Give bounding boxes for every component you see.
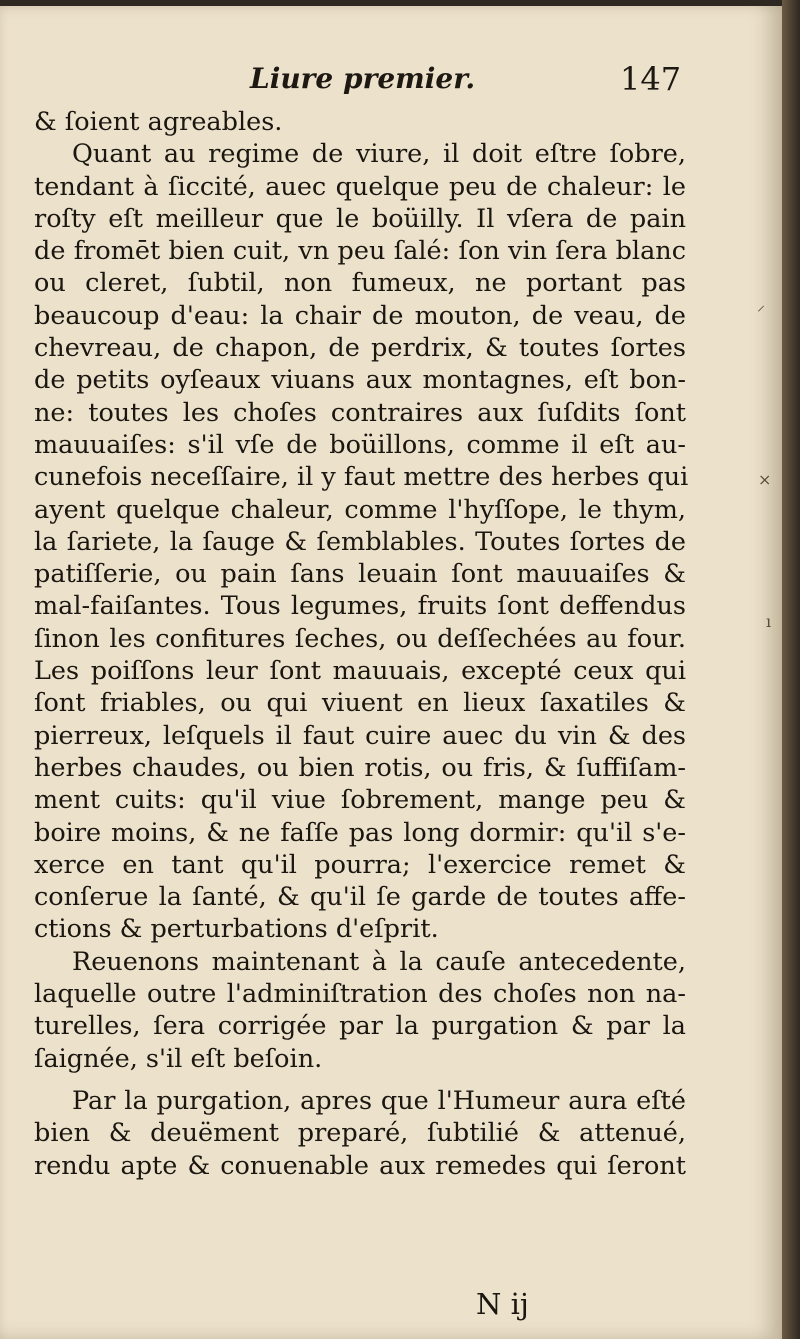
text-line: de petits oyſeaux viuans aux montagnes, eſt bon- [34,365,686,396]
running-title: Liure premier. [250,62,476,95]
paragraph-gap [34,1075,686,1085]
text-line: mal-faiſantes. Tous legumes, fruits ſont deffendus [34,591,686,622]
text-line: ſaignée, s'il eſt beſoin. [34,1043,323,1074]
text-line: ne: toutes les choſes contraires aux ſuſdits ſont [34,397,686,428]
text-line: Par la purgation, apres que l'Humeur aura eſté [72,1085,686,1116]
text-line: cunefois neceſſaire, il y faut mettre des herbes qui [34,462,689,493]
text-line: chevreau, de chapon, de perdrix, & toutes ſortes [34,333,686,364]
text-line: ſinon les confitures ſeches, ou deſſechées au four. [34,623,686,654]
text-line: conſerue la ſanté, & qu'il ſe garde de toutes affe- [34,882,686,913]
text-line: tendant à ſiccité, auec quelque peu de chaleur: le [34,171,686,202]
text-line: ment cuits: qu'il viue ſobrement, mange peu & [34,785,686,816]
text-line: de fromēt bien cuit, vn peu ſalé: ſon vin ſera blanc [34,236,686,267]
text-line: la ſariete, la ſauge & ſemblables. Toutes ſortes de [34,526,686,557]
text-line: ctions & perturbations d'eſprit. [34,914,439,945]
signature-mark: N ij [476,1287,529,1321]
margin-speck: ⸍ [757,302,766,321]
text-line: xerce en tant qu'il pourra; l'exercice remet & [34,849,686,880]
text-line: boire moins, & ne faſſe pas long dormir: qu'il s'e- [34,817,686,848]
page-header [0,58,782,98]
text-line: rendu apte & conuenable aux remedes qui ſeront [34,1150,686,1181]
text-line: mauuaiſes: s'il vſe de boüillons, comme il eſt au- [34,429,686,460]
text-line: herbes chaudes, ou bien rotis, ou fris, & ſuffiſam- [34,752,686,783]
text-line: turelles, ſera corrigée par la purgation & par la [34,1011,686,1042]
text-line: ayent quelque chaleur, comme l'hyſſope, le thym, [34,494,686,525]
text-line: beaucoup d'eau: la chair de mouton, de veau, de [34,300,686,331]
text-line: patiſſerie, ou pain ſans leuain ſont mauuaiſes & [34,559,686,590]
text-line: Les poiſſons leur ſont mauuais, excepté ceux qui [34,656,686,687]
text-line: Quant au regime de viure, il doit eſtre ſobre, [72,139,686,170]
text-line: roſty eſt meilleur que le boüilly. Il vſera de pain [34,203,686,234]
text-line: ſont friables, ou qui viuent en lieux ſaxatiles & [34,688,686,719]
text-line: ou cleret, ſubtil, non fumeux, ne portant pas [34,268,686,299]
body-text [34,106,689,1182]
page-number: 147 [620,60,682,98]
text-line: bien & deuëment preparé, ſubtilié & attenué, [34,1118,686,1149]
page-top-shadow [0,0,800,6]
text-line: laquelle outre l'adminiſtration des choſes non na- [34,979,686,1010]
text-line: & ſoient agreables. [34,107,283,137]
text-line: Reuenons maintenant à la cauſe antecedente, [72,946,686,977]
text-line: pierreux, leſquels il faut cuire auec du vin & des [34,720,686,751]
margin-speck: × [758,470,772,489]
margin-speck: ı [766,612,772,631]
page-edge-shadow [782,0,800,1339]
